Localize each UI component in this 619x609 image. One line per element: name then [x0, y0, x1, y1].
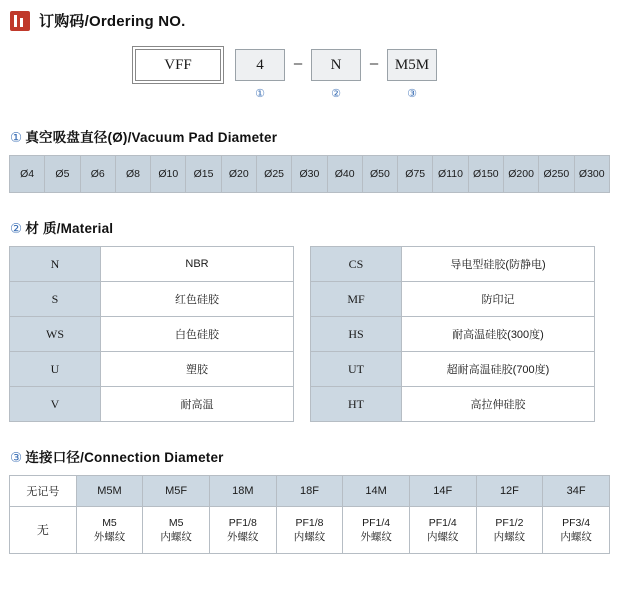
table-row: [311, 317, 595, 352]
code-model-cell: [135, 49, 221, 99]
code-field-3-marker: ③: [407, 88, 417, 100]
table-row: [311, 352, 595, 387]
connection-value-line1: PF1/2: [495, 516, 524, 529]
table-row: [311, 247, 595, 282]
material-name: 塑胶: [101, 352, 294, 387]
diameter-cell: Ø5: [45, 156, 80, 193]
connection-value: [343, 507, 410, 554]
connection-header: 34F: [543, 476, 610, 507]
section-marker-connection: ③: [10, 450, 23, 465]
connection-value-line2: 外螺纹: [360, 531, 392, 543]
connection-header: 无记号: [10, 476, 77, 507]
section-label-diameter: 真空吸盘直径(Ø)/Vacuum Pad Diameter: [25, 130, 278, 145]
material-name: 高拉伸硅胶: [402, 387, 595, 422]
diameter-cell: Ø6: [80, 156, 115, 193]
material-name: 防印记: [402, 282, 595, 317]
diameter-cell: Ø110: [433, 156, 468, 193]
connection-header: 18F: [276, 476, 343, 507]
material-code: U: [10, 352, 101, 387]
section-title-diameter: [10, 126, 619, 146]
diameter-cell: Ø250: [539, 156, 574, 193]
connection-value: [76, 507, 143, 554]
connection-value-line1: PF1/8: [295, 516, 324, 529]
connection-value-line2: 内螺纹: [293, 531, 326, 543]
page-header: [0, 0, 619, 31]
connection-value-line2: 内螺纹: [493, 531, 526, 543]
connection-header: 14F: [409, 476, 476, 507]
table-row: [10, 156, 610, 193]
diameter-cell: Ø20: [221, 156, 256, 193]
code-field-1-cell: [235, 49, 285, 100]
connection-value-line1: PF3/4: [562, 516, 591, 529]
table-row: [311, 387, 595, 422]
diameter-cell: Ø300: [574, 156, 610, 193]
connection-value: [10, 507, 77, 554]
material-name: 白色硅胶: [101, 317, 294, 352]
material-code: MF: [311, 282, 402, 317]
material-tables: [9, 246, 610, 422]
diameter-cell: Ø30: [292, 156, 327, 193]
connection-header: 18M: [209, 476, 276, 507]
connection-value: [209, 507, 276, 554]
diameter-cell: Ø75: [398, 156, 433, 193]
connection-value-line1: 无: [36, 522, 49, 537]
table-row: [10, 507, 610, 554]
material-name: 耐高温: [101, 387, 294, 422]
code-model-box: VFF: [135, 49, 221, 81]
code-field-2-box: N: [311, 49, 361, 81]
connection-table: [9, 475, 610, 554]
connection-value-line2: 外螺纹: [93, 531, 126, 543]
code-field-2-cell: [311, 49, 361, 100]
diameter-table: [9, 155, 610, 193]
section-label-connection: 连接口径/Connection Diameter: [25, 450, 224, 465]
connection-value-line1: PF1/8: [228, 516, 257, 529]
table-row: [10, 387, 294, 422]
connection-header: 14M: [343, 476, 410, 507]
diameter-cell: Ø4: [10, 156, 45, 193]
material-code: V: [10, 387, 101, 422]
diameter-cell: Ø10: [151, 156, 186, 193]
connection-value: [543, 507, 610, 554]
connection-value-line1: M5: [102, 516, 117, 529]
section-marker-diameter: ①: [10, 130, 23, 145]
section-title-connection: [10, 446, 619, 466]
diameter-cell: Ø40: [327, 156, 362, 193]
diameter-cell: Ø8: [115, 156, 150, 193]
material-name: 红色硅胶: [101, 282, 294, 317]
code-dash-2: –: [369, 55, 379, 72]
diameter-cell: Ø150: [468, 156, 503, 193]
ordering-code-sequence: [135, 49, 619, 100]
connection-value-line1: PF1/4: [428, 516, 457, 529]
material-code: HT: [311, 387, 402, 422]
code-dash-1: –: [293, 55, 303, 72]
material-code: HS: [311, 317, 402, 352]
material-name: 超耐高温硅胶(700度): [402, 352, 595, 387]
section-marker-material: ②: [10, 221, 23, 236]
diameter-cell: Ø200: [503, 156, 538, 193]
connection-value-line1: M5: [168, 516, 184, 529]
material-name: 导电型硅胶(防静电): [402, 247, 595, 282]
material-table-left: [9, 246, 294, 422]
table-row: [311, 282, 595, 317]
code-field-3-cell: [387, 49, 437, 100]
section-title-material: [10, 217, 619, 237]
table-header-row: [10, 476, 610, 507]
connection-value: [409, 507, 476, 554]
section-label-material: 材 质/Material: [25, 221, 114, 236]
diameter-cell: Ø50: [362, 156, 397, 193]
chart-icon: [10, 11, 30, 31]
material-name: NBR: [101, 247, 294, 282]
connection-value: [476, 507, 543, 554]
connection-header: M5F: [143, 476, 210, 507]
material-code: UT: [311, 352, 402, 387]
diameter-cell: Ø15: [186, 156, 221, 193]
connection-value-line1: PF1/4: [362, 516, 391, 529]
page-title: 订购码/Ordering NO.: [39, 13, 186, 30]
material-code: CS: [311, 247, 402, 282]
material-code: N: [10, 247, 101, 282]
connection-value: [276, 507, 343, 554]
connection-header: 12F: [476, 476, 543, 507]
table-row: [10, 317, 294, 352]
table-row: [10, 282, 294, 317]
diameter-cell: Ø25: [256, 156, 291, 193]
code-field-3-box: M5M: [387, 49, 437, 81]
material-name: 耐高温硅胶(300度): [402, 317, 595, 352]
connection-value-line2: 外螺纹: [227, 531, 259, 543]
connection-value-line2: 内螺纹: [427, 531, 459, 543]
material-table-right: [310, 246, 595, 422]
table-row: [10, 247, 294, 282]
code-field-1-box: 4: [235, 49, 285, 81]
code-field-1-marker: ①: [255, 88, 265, 100]
connection-header: M5M: [76, 476, 143, 507]
connection-value-line2: 内螺纹: [560, 531, 592, 543]
table-row: [10, 352, 294, 387]
material-code: S: [10, 282, 101, 317]
material-code: WS: [10, 317, 101, 352]
connection-value: [143, 507, 210, 554]
connection-value-line2: 内螺纹: [160, 531, 192, 543]
code-field-2-marker: ②: [331, 88, 341, 100]
